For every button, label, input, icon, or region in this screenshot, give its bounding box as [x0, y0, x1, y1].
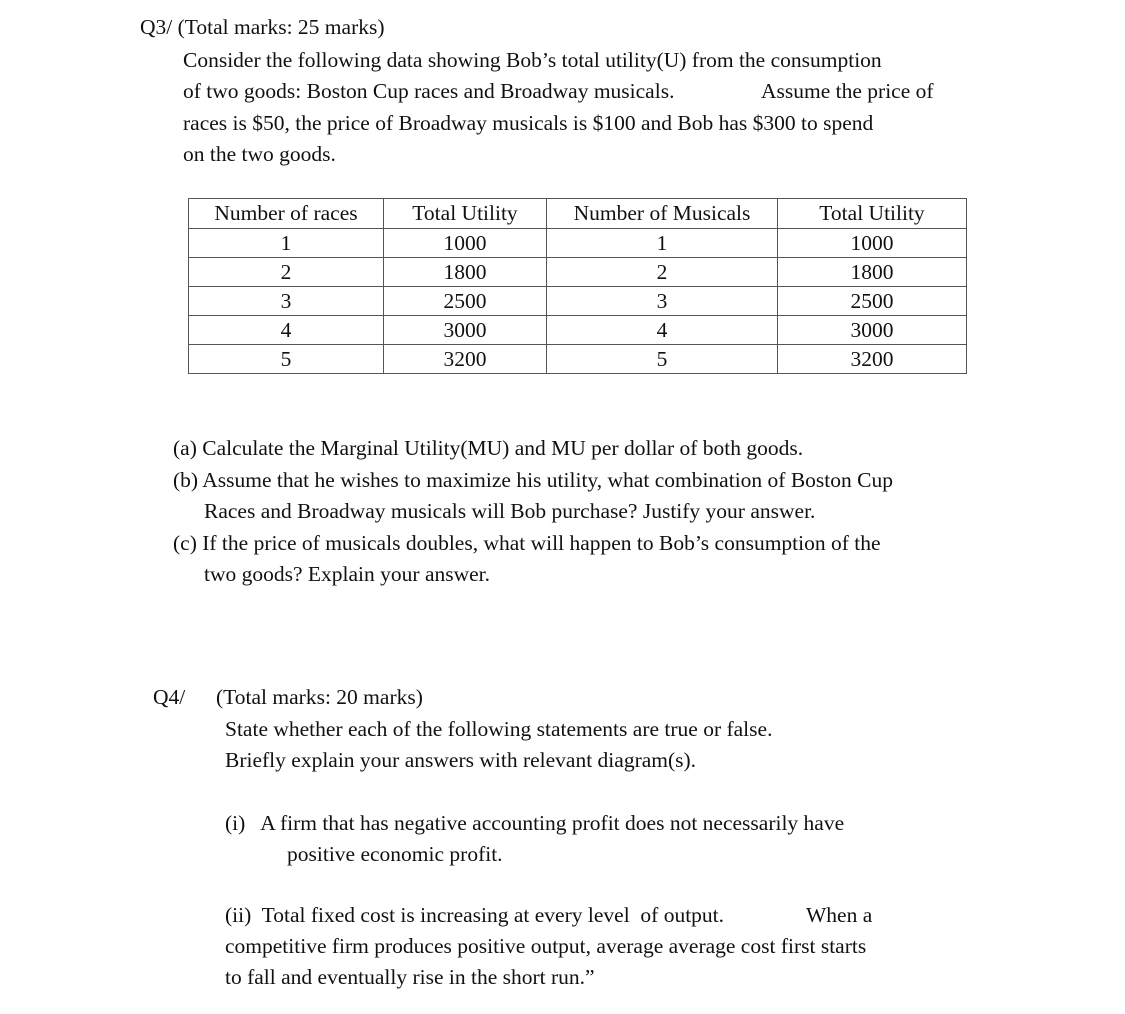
table-cell: 1000 — [778, 229, 967, 258]
table-cell: 3 — [547, 287, 778, 316]
table-row — [189, 287, 967, 316]
table-header-row — [189, 199, 967, 229]
table-cell: 3200 — [778, 345, 967, 374]
q4-marks: (Total marks: 20 marks) — [216, 685, 423, 709]
table-cell: 3 — [189, 287, 384, 316]
table-cell: 2500 — [778, 287, 967, 316]
table-cell: 4 — [547, 316, 778, 345]
table-row — [189, 229, 967, 258]
q3-part-c-line-1: (c) If the price of musicals doubles, what will happen to Bob’s consumption of the — [173, 531, 881, 555]
q4-label: Q4/ — [153, 685, 186, 709]
table-header-utility-musicals: Total Utility — [778, 199, 967, 229]
q3-heading: Q3/ (Total marks: 25 marks) — [140, 15, 385, 39]
table-row — [189, 258, 967, 287]
table-cell: 5 — [189, 345, 384, 374]
table-row — [189, 345, 967, 374]
q3-part-b-line-1: (b) Assume that he wishes to maximize his utility, what combination of Boston Cup — [173, 468, 893, 492]
table-cell: 4 — [189, 316, 384, 345]
table-row — [189, 316, 967, 345]
table-cell: 5 — [547, 345, 778, 374]
q3-intro-line-4: on the two goods. — [183, 142, 336, 166]
table-cell: 3200 — [384, 345, 547, 374]
utility-table — [188, 198, 967, 374]
q4-instruction-line-2: Briefly explain your answers with relevant diagram(s). — [225, 748, 697, 772]
table-cell: 2 — [547, 258, 778, 287]
table-cell: 2 — [189, 258, 384, 287]
table-header-races: Number of races — [189, 199, 384, 229]
q4-statement-ii-line-1b: When a — [806, 903, 873, 927]
q4-statement-ii-line-3: to fall and eventually rise in the short run.” — [225, 965, 595, 989]
q3-part-c-line-2: two goods? Explain your answer. — [204, 562, 491, 586]
table-cell: 3000 — [778, 316, 967, 345]
q4-statement-i-line-2: positive economic profit. — [287, 842, 503, 866]
q3-part-b-line-2: Races and Broadway musicals will Bob purchase? Justify your answer. — [204, 499, 816, 523]
q3-intro-line-2b: Assume the price of — [761, 79, 934, 103]
table-cell: 1800 — [384, 258, 547, 287]
q3-part-a: (a) Calculate the Marginal Utility(MU) and MU per dollar of both goods. — [173, 436, 804, 460]
q4-statement-ii-line-1a: (ii) Total fixed cost is increasing at every level of output. — [225, 903, 725, 927]
q4-statement-ii-line-2: competitive firm produces positive output, average average cost first starts — [225, 934, 867, 958]
table-header-musicals: Number of Musicals — [547, 199, 778, 229]
table-cell: 1 — [547, 229, 778, 258]
table-cell: 3000 — [384, 316, 547, 345]
q4-statement-i-line-1: (i) A firm that has negative accounting profit does not necessarily have — [225, 811, 845, 835]
table-header-utility-races: Total Utility — [384, 199, 547, 229]
q3-intro-line-2a: of two goods: Boston Cup races and Broadway musicals. — [183, 79, 675, 103]
q3-intro-line-1: Consider the following data showing Bob’s total utility(U) from the consumption — [183, 48, 882, 72]
table-cell: 1000 — [384, 229, 547, 258]
table-cell: 2500 — [384, 287, 547, 316]
table-cell: 1800 — [778, 258, 967, 287]
table-cell: 1 — [189, 229, 384, 258]
q4-instruction-line-1: State whether each of the following statements are true or false. — [225, 717, 773, 741]
q3-intro-line-3: races is $50, the price of Broadway musicals is $100 and Bob has $300 to spend — [183, 111, 874, 135]
